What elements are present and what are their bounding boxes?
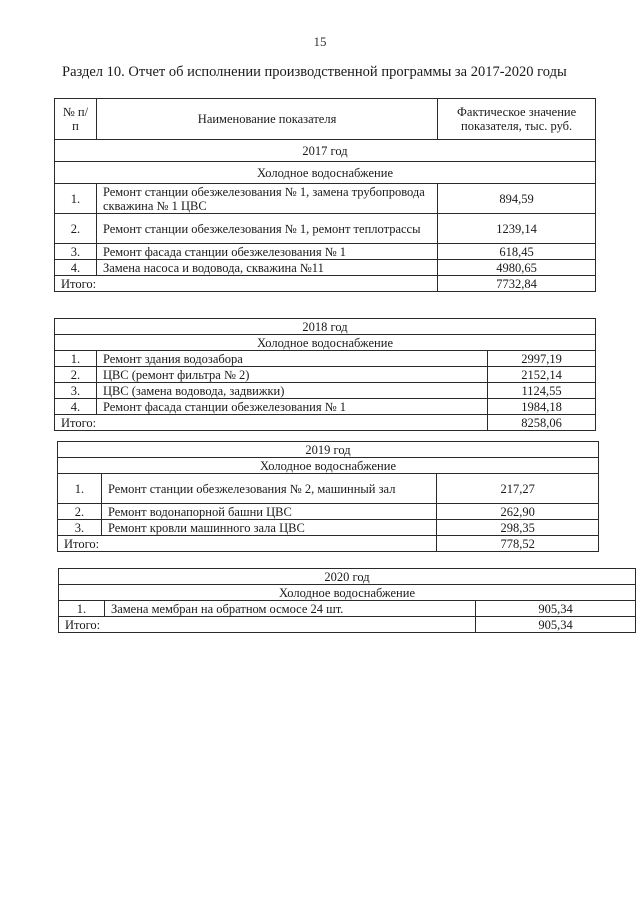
row-name: ЦВС (замена водовода, задвижки)	[96, 383, 487, 399]
total-row	[55, 415, 596, 431]
total-label: Итого:	[55, 276, 438, 292]
table-row	[58, 504, 599, 520]
total-row	[55, 276, 596, 292]
row-num: 2.	[55, 367, 97, 383]
total-label: Итого:	[55, 415, 488, 431]
row-num: 1.	[55, 184, 97, 214]
table-row	[55, 351, 596, 367]
year-label: 2018 год	[55, 319, 596, 335]
category-row	[55, 162, 596, 184]
year-row	[59, 569, 636, 585]
document-title: Раздел 10. Отчет об исполнении производственной программы за 2017-2020 годы	[62, 64, 567, 80]
row-num: 3.	[58, 520, 102, 536]
total-value: 8258,06	[488, 415, 596, 431]
table-row	[55, 367, 596, 383]
table-row	[55, 244, 596, 260]
report-table-2018	[54, 318, 596, 431]
header-value: Фактическое значение показателя, тыс. руб.	[438, 99, 596, 140]
row-name: ЦВС (ремонт фильтра № 2)	[96, 367, 487, 383]
total-label: Итого:	[59, 617, 476, 633]
table-row	[58, 474, 599, 504]
row-num: 2.	[58, 504, 102, 520]
row-name: Ремонт фасада станции обезжелезования № 1	[96, 244, 437, 260]
table-row	[55, 399, 596, 415]
row-name: Ремонт здания водозабора	[96, 351, 487, 367]
report-table-2020	[58, 568, 636, 633]
row-name: Ремонт станции обезжелезования № 1, замена трубопровода скважина № 1 ЦВС	[96, 184, 437, 214]
row-value: 2997,19	[488, 351, 596, 367]
row-value: 905,34	[476, 601, 636, 617]
row-value: 2152,14	[488, 367, 596, 383]
row-name: Ремонт водонапорной башни ЦВС	[101, 504, 436, 520]
row-value: 298,35	[437, 520, 599, 536]
row-name: Ремонт фасада станции обезжелезования № 1	[96, 399, 487, 415]
category-row	[59, 585, 636, 601]
header-name: Наименование показателя	[96, 99, 437, 140]
year-label: 2019 год	[58, 442, 599, 458]
row-name: Ремонт станции обезжелезования № 1, ремонт теплотрассы	[96, 214, 437, 244]
total-value: 778,52	[437, 536, 599, 552]
row-value: 1239,14	[438, 214, 596, 244]
row-value: 618,45	[438, 244, 596, 260]
year-row	[55, 140, 596, 162]
row-num: 1.	[55, 351, 97, 367]
category-row	[55, 335, 596, 351]
table-row	[55, 383, 596, 399]
category-label: Холодное водоснабжение	[55, 162, 596, 184]
year-label: 2017 год	[55, 140, 596, 162]
report-table-2017	[54, 98, 596, 292]
table-row	[58, 520, 599, 536]
page-number: 15	[313, 34, 327, 49]
category-label: Холодное водоснабжение	[58, 458, 599, 474]
total-value: 7732,84	[438, 276, 596, 292]
report-table-2019	[57, 441, 599, 552]
row-value: 894,59	[438, 184, 596, 214]
row-value: 262,90	[437, 504, 599, 520]
table-row	[55, 214, 596, 244]
year-row	[55, 319, 596, 335]
row-value: 1984,18	[488, 399, 596, 415]
row-num: 4.	[55, 399, 97, 415]
total-row	[59, 617, 636, 633]
table-row	[55, 184, 596, 214]
category-row	[58, 458, 599, 474]
row-value: 1124,55	[488, 383, 596, 399]
total-row	[58, 536, 599, 552]
row-name: Замена мембран на обратном осмосе 24 шт.	[104, 601, 475, 617]
row-num: 3.	[55, 383, 97, 399]
total-value: 905,34	[476, 617, 636, 633]
year-row	[58, 442, 599, 458]
row-num: 3.	[55, 244, 97, 260]
year-label: 2020 год	[59, 569, 636, 585]
total-label: Итого:	[58, 536, 437, 552]
table-row	[59, 601, 636, 617]
table-row	[55, 260, 596, 276]
row-name: Ремонт станции обезжелезования № 2, машинный зал	[101, 474, 436, 504]
header-num: № п/п	[55, 99, 97, 140]
row-value: 217,27	[437, 474, 599, 504]
table-header-row	[55, 99, 596, 140]
row-num: 2.	[55, 214, 97, 244]
category-label: Холодное водоснабжение	[55, 335, 596, 351]
row-num: 1.	[59, 601, 105, 617]
category-label: Холодное водоснабжение	[59, 585, 636, 601]
row-value: 4980,65	[438, 260, 596, 276]
row-num: 4.	[55, 260, 97, 276]
row-name: Ремонт кровли машинного зала ЦВС	[101, 520, 436, 536]
row-num: 1.	[58, 474, 102, 504]
row-name: Замена насоса и водовода, скважина №11	[96, 260, 437, 276]
